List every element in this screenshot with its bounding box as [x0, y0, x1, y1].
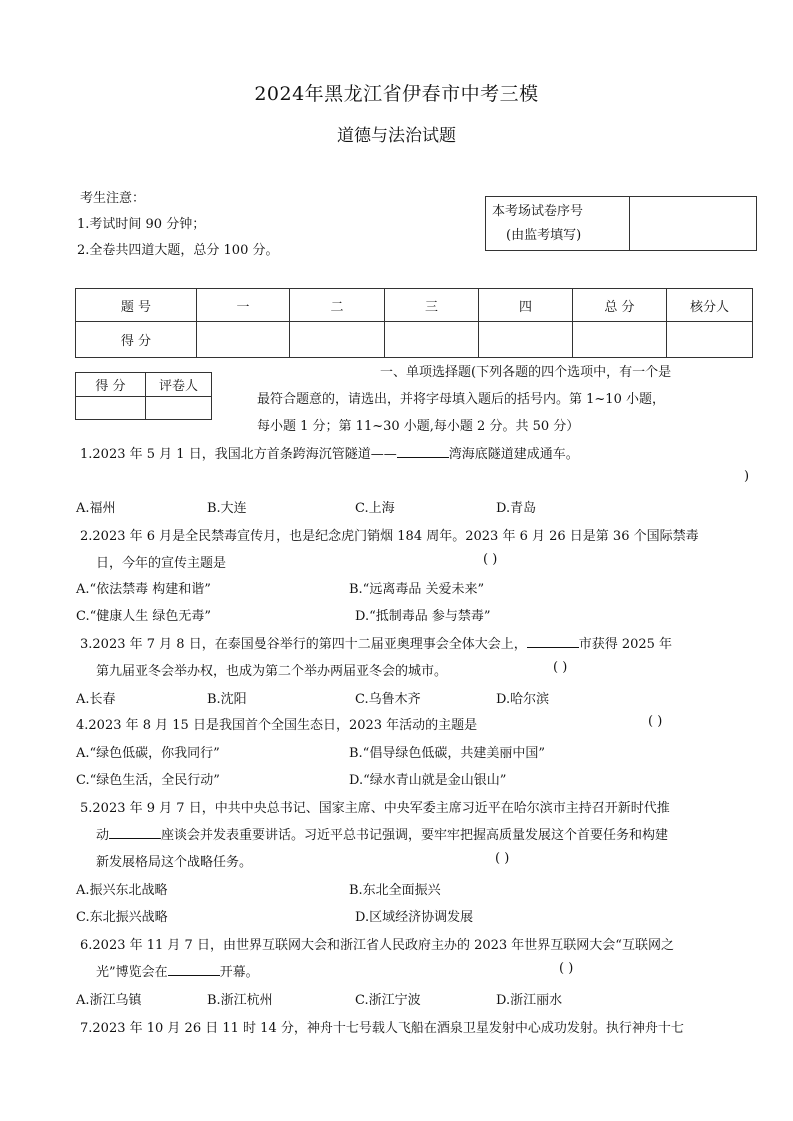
section-instruction: 每小题 1 分；第 11~30 小题,每小题 2 分。共 50 分） — [257, 419, 580, 434]
score-cell[interactable] — [573, 322, 667, 358]
page-subtitle: 道德与法治试题 — [337, 126, 456, 146]
score-row-label: 得 分 — [76, 322, 197, 358]
seat-number-field[interactable] — [630, 197, 757, 251]
score-table — [75, 288, 753, 358]
option: D.浙江丽水 — [496, 993, 563, 1008]
question-1 — [80, 443, 579, 462]
option: B.沈阳 — [207, 692, 247, 707]
option: C.乌鲁木齐 — [355, 692, 421, 707]
question-3 — [80, 633, 672, 652]
answer-paren: ( ) — [495, 851, 510, 866]
score-header-cell: 核分人 — [667, 289, 753, 322]
question-text: 1.2023 年 5 月 1 日，我国北方首条跨海沉管隧道—— — [80, 447, 397, 462]
option: C.浙江宁波 — [355, 993, 421, 1008]
answer-blank — [527, 636, 579, 648]
score-header-cell: 四 — [479, 289, 573, 322]
question-text: 6.2023 年 11 月 7 日，由世界互联网大会和浙江省人民政府主办的 2023 年世界互联网大会“互联网之 — [80, 938, 674, 953]
option: D.“抵制毒品 参与禁毒” — [355, 609, 491, 624]
question-5-line2 — [96, 824, 668, 843]
question-text: 2.2023 年 6 月是全民禁毒宣传月，也是纪念虎门销烟 184 周年。2023 年 6 月 26 日是第 36 个国际禁毒 — [80, 529, 699, 544]
option: A.振兴东北战略 — [76, 883, 168, 898]
score-header-cell: 三 — [385, 289, 479, 322]
option: D.青岛 — [496, 501, 537, 516]
score-header-cell: 题 号 — [76, 289, 197, 322]
option: A.福州 — [76, 501, 116, 516]
answer-paren: ( ) — [553, 660, 568, 675]
question-6-line2 — [96, 961, 259, 980]
option: A.“依法禁毒 构建和谐” — [76, 582, 211, 597]
answer-blank — [168, 964, 220, 976]
option: C.“健康人生 绿色无毒” — [76, 609, 212, 624]
answer-paren: ( ) — [483, 552, 498, 567]
section-instruction: 一、单项选择题(下列各题的四个选项中，有一个是 — [380, 365, 672, 380]
grader-table — [75, 372, 212, 420]
question-text: 湾海底隧道建成通车。 — [448, 447, 579, 462]
grader-cell[interactable] — [146, 397, 212, 420]
option: A.浙江乌镇 — [76, 993, 142, 1008]
option: D.区域经济协调发展 — [355, 910, 474, 925]
score-cell[interactable] — [385, 322, 479, 358]
option: B.东北全面振兴 — [349, 883, 441, 898]
seat-label-line2: (由监考填写) — [506, 227, 582, 243]
grader-header-cell: 得 分 — [76, 373, 146, 397]
question-text: 新发展格局这个战略任务。 — [96, 855, 253, 870]
page-title: 2024年黑龙江省伊春市中考三模 — [254, 83, 539, 105]
score-cell[interactable] — [197, 322, 290, 358]
answer-paren: ( ) — [648, 714, 663, 729]
option: A.“绿色低碳，你我同行” — [76, 746, 220, 761]
option: B.“倡导绿色低碳，共建美丽中国” — [349, 746, 545, 761]
answer-paren: ( ) — [559, 961, 574, 976]
option: C.上海 — [355, 501, 395, 516]
option: D.哈尔滨 — [496, 692, 550, 707]
question-text: 座谈会并发表重要讲话。习近平总书记强调，要牢牢把握高质量发展这个首要任务和构建 — [161, 828, 669, 843]
option: B.大连 — [207, 501, 247, 516]
notice-item: 2.全卷共四道大题，总分 100 分。 — [77, 243, 279, 258]
score-header-cell: 总 分 — [573, 289, 667, 322]
question-text: 光”博览会在 — [96, 965, 168, 980]
score-cell[interactable] — [290, 322, 385, 358]
section-instruction: 最符合题意的，请选出，并将字母填入题后的括号内。第 1~10 小题， — [257, 392, 665, 407]
seat-label-line1: 本考场试卷序号 — [492, 203, 584, 219]
question-text: 动 — [96, 828, 110, 843]
option: C.东北振兴战略 — [76, 910, 168, 925]
answer-blank — [109, 827, 161, 839]
question-text: 3.2023 年 7 月 8 日，在泰国曼谷举行的第四十二届亚奥理事会全体大会上， — [80, 637, 527, 652]
question-text: 开幕。 — [219, 965, 259, 980]
answer-paren: ) — [744, 469, 750, 484]
option: C.“绿色生活，全民行动” — [76, 773, 220, 788]
score-header-cell: 二 — [290, 289, 385, 322]
score-cell[interactable] — [479, 322, 573, 358]
option: B.浙江杭州 — [207, 993, 273, 1008]
score-cell[interactable] — [667, 322, 753, 358]
question-text: 日，今年的宣传主题是 — [96, 556, 227, 571]
notice-heading: 考生注意： — [80, 191, 146, 206]
score-header-cell: 一 — [197, 289, 290, 322]
grader-header-cell: 评卷人 — [146, 373, 212, 397]
question-text: 4.2023 年 8 月 15 日是我国首个全国生态日，2023 年活动的主题是 — [76, 718, 478, 733]
answer-blank — [397, 446, 449, 458]
grader-cell[interactable] — [76, 397, 146, 420]
question-text: 5.2023 年 9 月 7 日，中共中央总书记、国家主席、中央军委主席习近平在哈尔滨市主持召开新时代推 — [80, 801, 670, 816]
option: D.“绿水青山就是金山银山” — [349, 773, 507, 788]
notice-item: 1.考试时间 90 分钟； — [77, 217, 206, 232]
question-text: 7.2023 年 10 月 26 日 11 时 14 分，神舟十七号载人飞船在酒泉卫星发射中心成功发射。执行神舟十七 — [80, 1021, 684, 1036]
question-text: 市获得 2025 年 — [578, 637, 673, 652]
option: B.“远离毒品 关爱未来” — [349, 582, 485, 597]
seat-number-label — [486, 197, 630, 251]
question-text: 第九届亚冬会举办权，也成为第二个举办两届亚冬会的城市。 — [96, 664, 448, 679]
option: A.长春 — [76, 692, 116, 707]
seat-number-box — [485, 196, 757, 251]
